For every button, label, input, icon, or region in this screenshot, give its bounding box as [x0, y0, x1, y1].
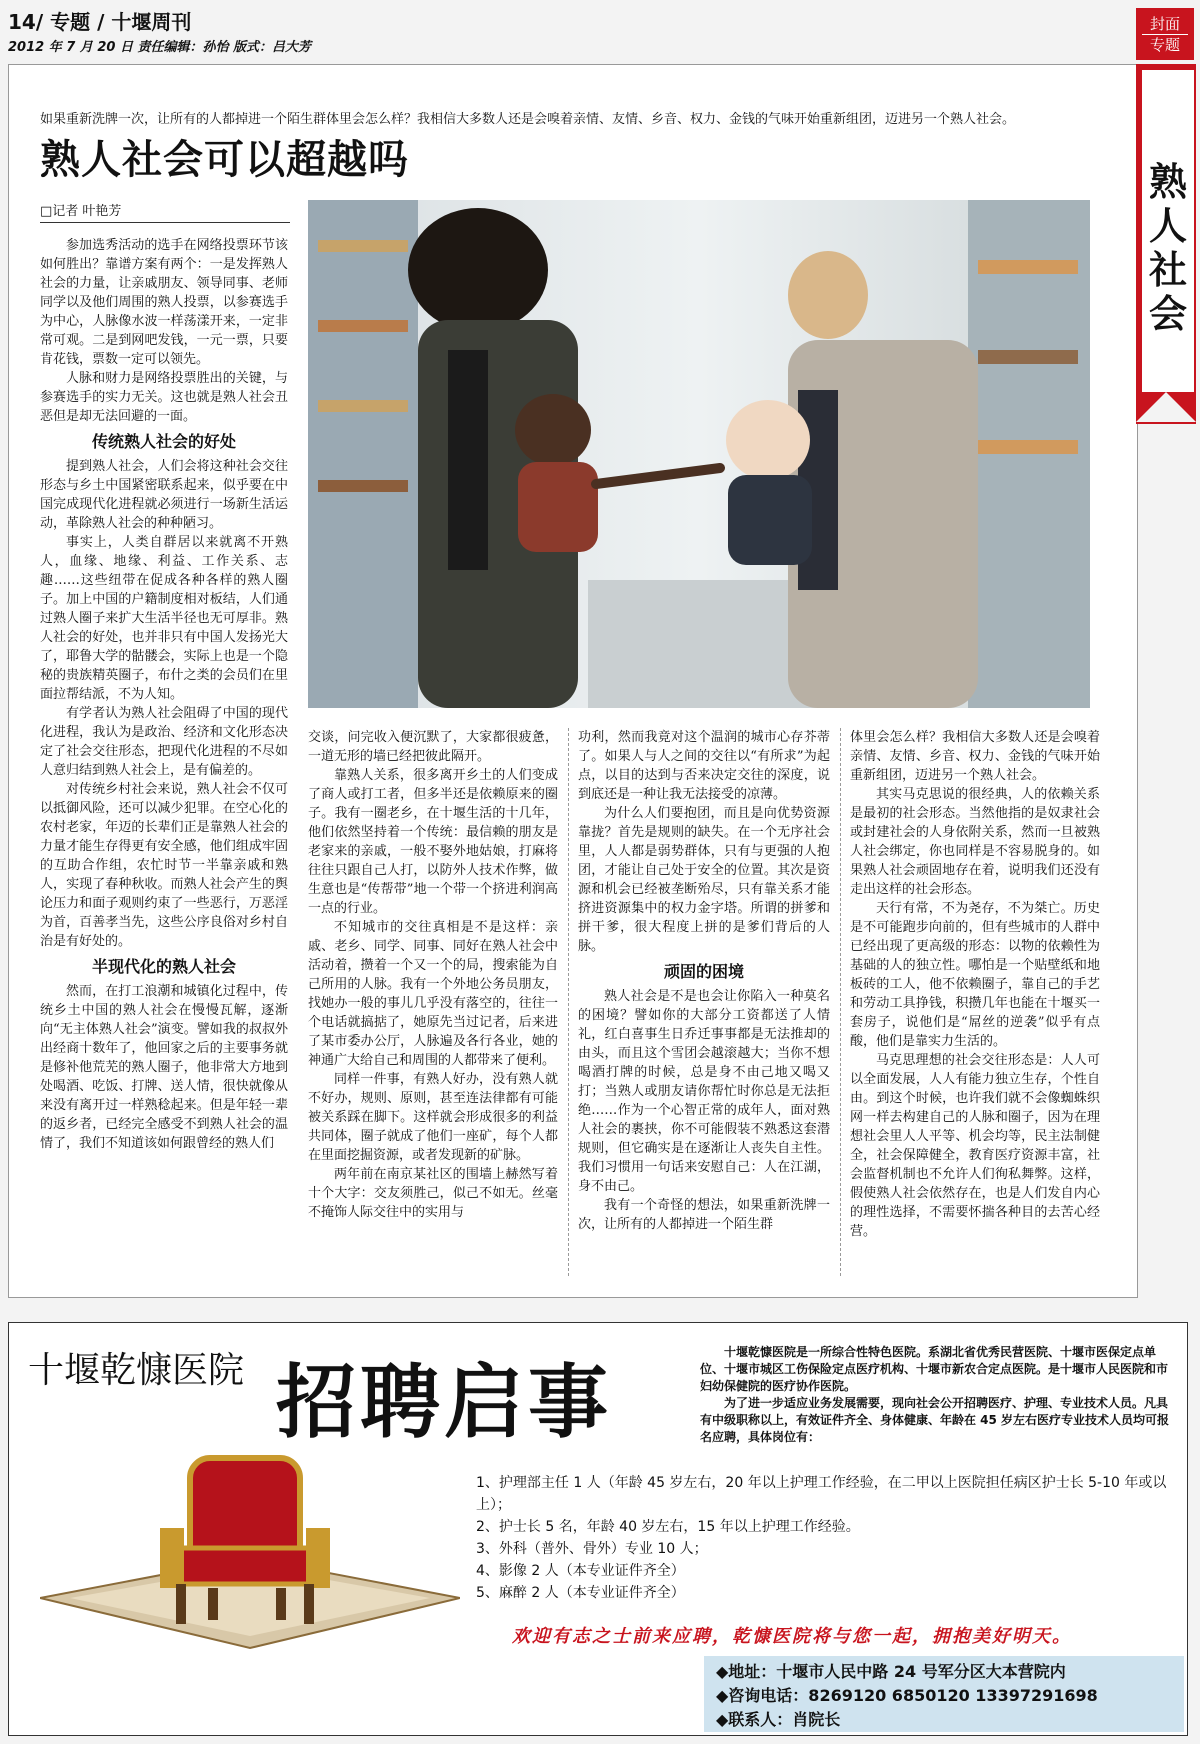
article-column-3	[578, 728, 830, 1276]
paragraph: 有学者认为熟人社会阻碍了中国的现代化进程，我认为是政治、经济和文化形态决定了社会交往形态，把现代化进程的不尽如人意归结到熟人社会上，是有偏差的。	[40, 706, 288, 778]
paragraph: 我有一个奇怪的想法，如果重新洗牌一次，让所有的人都掉进一个陌生群	[578, 1198, 830, 1232]
header-line: 14/ 专题 / 十堰周刊	[8, 10, 192, 34]
ad-slogan: 欢迎有志之士前来应聘，乾慷医院将与您一起，拥抱美好明天。	[512, 1626, 1072, 1647]
ad-intro-paragraph: 为了进一步适应业务发展需要，现向社会公开招聘医疗、护理、专业技术人员。凡具有中级职称以上，有效证件齐全、身体健康、年龄在 45 岁左右医疗专业技术人员均可报名应聘，具体岗位有：	[700, 1396, 1170, 1444]
paragraph: 其实马克思说的很经典，人的依赖关系是最初的社会形态。当然他指的是奴隶社会或封建社会的人身依附关系，然而一旦被熟人社会绑定，你也同样是不容易脱身的。如果熟人社会顽固地存在着，说明我们还没有走出这样的社会形态。	[850, 787, 1100, 897]
article-column-2	[308, 728, 558, 1276]
paragraph: 人脉和财力是网络投票胜出的关键，与参赛选手的实力无关。这也就是熟人社会丑恶但是却无法回避的一面。	[40, 371, 288, 424]
paper-name: 十堰周刊	[111, 10, 192, 34]
paragraph: 同样一件事，有熟人好办，没有熟人就不好办，规则、原则，甚至连法律都有可能被关系踩在脚下。这样就会形成很多的利益共同体，圈子就成了他们一座矿，每个人都在里面挖掘资源，或者发现新的矿脉。	[308, 1072, 558, 1163]
job-item: 2、护士长 5 名，年龄 40 岁左右，15 年以上护理工作经验。	[476, 1519, 860, 1535]
paragraph: 靠熟人关系，很多离开乡土的人们变成了商人或打工者，但多半还是依赖原来的圈子。我有一圈老乡，在十堰生活的十几年，他们依然坚持着一个传统：最信赖的朋友是老家来的亲戚，一般不娶外地姑娘，打麻将往往只跟自己人打，以防外人技术作弊，做生意也是“传帮带”地一个带一个挤进利润高一点的行业。	[308, 768, 558, 916]
job-item: 4、影像 2 人（本专业证件齐全）	[476, 1563, 685, 1579]
ad-title: 招聘启事	[276, 1355, 612, 1449]
article-column-4	[850, 728, 1100, 1276]
badge-line-2: 专题	[1149, 36, 1180, 54]
reporter-byline: □记者 叶艳芳	[40, 200, 290, 223]
paragraph: 提到熟人社会，人们会将这种社会交往形态与乡土中国紧密联系起来，似乎要在中国完成现代化进程就必须进行一场新生活运动，革除熟人社会的种种陋习。	[40, 459, 288, 531]
supermarket-photo	[308, 200, 1090, 708]
paragraph: 熟人社会是不是也会让你陷入一种莫名的困境？譬如你的大部分工资都送了人情礼，红白喜事生日乔迁事事都是无法推却的由头，而且这个雪团会越滚越大；当你不想喝酒打牌的时候，总是身不由己地又喝又打；当熟人或朋友请你帮忙时你总是无法拒绝……作为一个心智正常的成年人，面对熟人社会的裹挟，你不可能假装不熟悉这套潜规则，但它确实是在逐渐让人丧失自主性。我们习惯用一句话来安慰自己：人在江湖，身不由己。	[578, 989, 830, 1194]
paragraph: 交谈，问完收入便沉默了，大家都很疲惫，一道无形的墙已经把彼此隔开。	[308, 730, 558, 764]
column-divider	[568, 728, 569, 1276]
contact-person: ◆联系人：肖院长	[716, 1710, 841, 1729]
paragraph: 功利，然而我竟对这个温润的城市心存芥蒂了。如果人与人之间的交往以“有所求”为起点，以目的达到与否来决定交往的深度，说到底还是一种让我无法接受的凉薄。	[578, 730, 830, 802]
paragraph: 天行有常，不为尧存，不为桀亡。历史是不可能跑步向前的，但有些城市的人群中已经出现了更高级的形态：以物的依赖性为基础的人的独立性。哪怕是一个贴壁纸和地板砖的工人，他不依赖圈子，靠自己的手艺和劳动工具挣钱，积攒几年也能在十堰买一套房子，说他们是“屌丝的逆袭”似乎有点酸，他们是靠实力生活的。	[850, 901, 1100, 1049]
paragraph: 然而，在打工浪潮和城镇化过程中，传统乡土中国的熟人社会在慢慢瓦解，逐渐向“无主体熟人社会”演变。譬如我的叔叔外出经商十数年了，他回家之后的主要事务就是修补他荒芜的熟人圈子，他非常大方地到处喝酒、吃饭、打牌、送人情，很快就像从来没有离开过一样熟稔起来。但是年轻一辈的返乡者，已经完全感受不到熟人社会的温情了，我们不知道该如何跟曾经的熟人们	[40, 984, 288, 1151]
vertical-topic-title: 熟人社会	[1148, 159, 1187, 336]
job-item: 5、麻醉 2 人（本专业证件齐全）	[476, 1585, 685, 1601]
ad-intro-paragraph: 十堰乾慷医院是一所综合性特色医院。系湖北省优秀民营医院、十堰市医保定点单位、十堰市城区工伤保险定点医疗机构、十堰市新农合定点医院。是十堰市人民医院和市妇幼保健院的医疗协作医院。	[700, 1345, 1169, 1393]
column-divider	[840, 728, 841, 1276]
job-item: 1、护理部主任 1 人（年龄 45 岁左右，20 年以上护理工作经验，在二甲以上医院担任病区护士长 5-10 年或以上）；	[476, 1475, 1167, 1513]
subheading: 顽固的困境	[663, 962, 744, 981]
date-editor-line: 2012 年 7 月 20 日 责任编辑：孙怡 版式：吕大芳	[8, 40, 311, 55]
section-name: 专题	[50, 10, 91, 34]
paragraph: 马克思理想的社会交往形态是：人人可以全面发展，人人有能力独立生存，个性自由。到这个时候，也许我们就不会像蜘蛛织网一样去构建自己的人脉和圈子，因为在理想社会里人人平等、机会均等，民主法制健全，社会保障健全，教育医疗资源丰富，社会监督机制也不允许人们徇私舞弊。这样，假使熟人社会依然存在，也是人们发自内心的理性选择，不需要怀揣各种目的去苦心经营。	[850, 1053, 1100, 1239]
paragraph: 对传统乡村社会来说，熟人社会不仅可以抵御风险，还可以减少犯罪。在空心化的农村老家，年迈的长辈们正是靠熟人社会的力量才能生存得更有安全感，他们组成牢固的互助合作组，农忙时节一半靠亲戚和熟人，实现了春种秋收。而熟人社会产生的舆论压力和面子观则约束了一些恶行，万恶淫为首，百善孝当先，这些公序良俗对乡村自治是有好处的。	[40, 782, 288, 949]
paragraph: 事实上，人类自群居以来就离不开熟人，血缘、地缘、利益、工作关系、志趣……这些纽带在促成各种各样的熟人圈子。加上中国的户籍制度相对板结，人们通过熟人圈子来扩大生活半径也无可厚非。熟人社会的好处，也并非只有中国人发扬光大了，耶鲁大学的骷髅会，实际上也是一个隐秘的贵族精英圈子，布什之类的会员们在里面拉帮结派，不为人知。	[40, 535, 288, 702]
paragraph: 不知城市的交往真相是不是这样：亲戚、老乡、同学、同事、同好在熟人社会中活动着，攒着一个又一个的局，搜索能为自己所用的人脉。我有一个外地公务员朋友，找她办一般的事儿几乎没有落空的，往往一个电话就搞掂了，她原先当过记者，后来进了某市委办公厅，人脉遍及各行各业，她的神通广大给自己和周围的人都带来了便利。	[308, 920, 558, 1068]
article-lead: 如果重新洗牌一次，让所有的人都掉进一个陌生群体里会怎么样？我相信大多数人还是会嗅着亲情、友情、乡音、权力、金钱的气味开始重新组团，迈进另一个熟人社会。	[40, 112, 1016, 127]
ad-intro	[700, 1344, 1170, 1446]
subheading: 传统熟人社会的好处	[91, 432, 236, 451]
page-number: 14/	[8, 10, 44, 34]
paragraph: 为什么人们要抱团，而且是向优势资源靠拢？首先是规则的缺失。在一个无序社会里，人人都是弱势群体，只有与更强的人抱团，才能让自己处于安全的位置。其次是资源和机会已经被垄断殆尽，只有靠关系才能挤进资源集中的权力金字塔。所谓的拼爹和拼干爹，很大程度上拼的是爹们背后的人脉。	[578, 806, 830, 954]
contact-address: ◆地址：十堰市人民中路 24 号军分区大本营院内	[716, 1662, 1066, 1681]
paragraph: 两年前在南京某社区的围墙上赫然写着十个大字：交友须胜己，似己不如无。丝毫不掩饰人际交往中的实用与	[308, 1167, 558, 1220]
subheading: 半现代化的熟人社会	[91, 957, 236, 976]
article-title: 熟人社会可以超越吗	[40, 136, 409, 183]
throne-chair-image	[40, 1448, 460, 1658]
article-column-1	[40, 236, 288, 1276]
badge-line-1: 封面	[1142, 14, 1188, 35]
side-ribbon-tip	[1136, 392, 1196, 422]
paragraph: 参加选秀活动的选手在网络投票环节该如何胜出？靠谱方案有两个：一是发挥熟人社会的力量，让亲戚朋友、领导同事、老师同学以及他们周围的熟人投票，以参赛选手为中心，人脉像水波一样荡漾开来，一定非常可观。二是到网吧发钱，一元一票，只要肯花钱，票数一定可以领先。	[40, 238, 288, 367]
contact-phone: ◆咨询电话：8269120 6850120 13397291698	[716, 1686, 1098, 1705]
section-badge	[1136, 8, 1194, 60]
job-item: 3、外科（普外、骨外）专业 10 人；	[476, 1541, 708, 1557]
job-list	[476, 1472, 1176, 1604]
paragraph: 体里会怎么样？我相信大多数人还是会嗅着亲情、友情、乡音、权力、金钱的气味开始重新组团，迈进另一个熟人社会。	[850, 730, 1100, 783]
ad-hospital-name: 十堰乾慷医院	[28, 1350, 245, 1391]
contact-info	[716, 1660, 1098, 1732]
